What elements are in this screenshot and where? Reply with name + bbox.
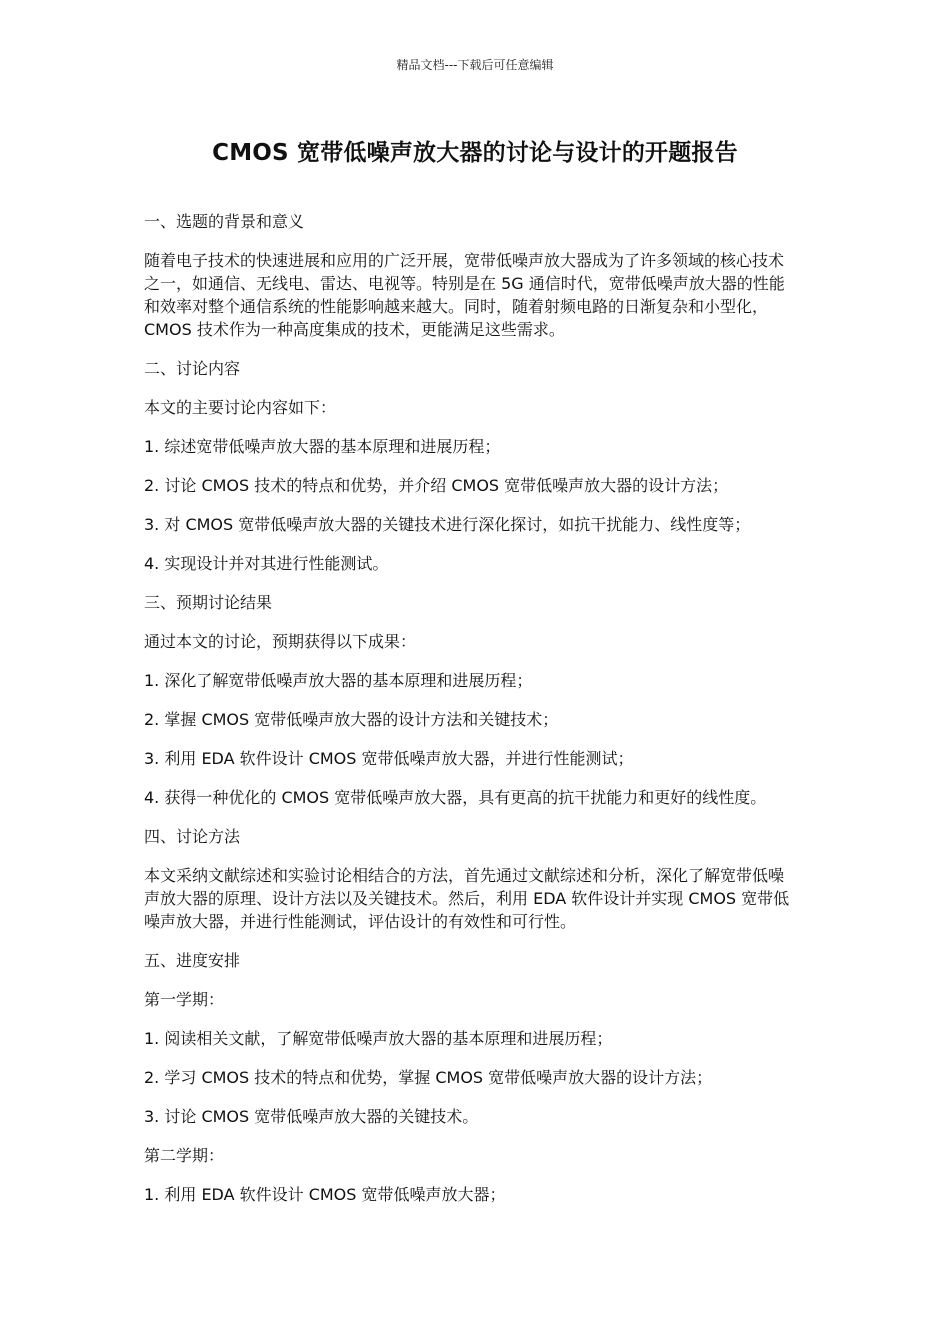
paragraph-background: 随着电子技术的快速进展和应用的广泛开展，宽带低噪声放大器成为了许多领域的核心技术之一，如通信、无线电、雷达、电视等。特别是在 5G 通信时代，宽带低噪声放大器的性能和效率对整个通信系统的性能影响越来越大。同时，随着射频电路的日渐复杂和小型化，CMOS 技术作为一种高度集成的技术，更能满足这些需求。: [144, 251, 785, 339]
list-item: 1. 综述宽带低噪声放大器的基本原理和进展历程；: [144, 437, 501, 456]
section-heading-content: 二、讨论内容: [144, 359, 241, 378]
paragraph-method: 本文采纳文献综述和实验讨论相结合的方法，首先通过文献综述和分析，深化了解宽带低噪声放大器的原理、设计方法以及关键技术。然后，利用 EDA 软件设计并实现 CMOS 宽带低噪声放大器，并进行性能测试，评估设计的有效性和可行性。: [144, 866, 790, 931]
list-item: 3. 对 CMOS 宽带低噪声放大器的关键技术进行深化探讨，如抗干扰能力、线性度等；: [144, 515, 751, 534]
section-heading-expected-results: 三、预期讨论结果: [144, 593, 273, 612]
section-heading-schedule: 五、进度安排: [144, 951, 241, 970]
paragraph-content-intro: 本文的主要讨论内容如下：: [144, 398, 337, 417]
schedule-term-two: 第二学期：: [144, 1146, 225, 1165]
list-item: 3. 利用 EDA 软件设计 CMOS 宽带低噪声放大器，并进行性能测试；: [144, 749, 634, 768]
document-title: CMOS 宽带低噪声放大器的讨论与设计的开题报告: [212, 140, 738, 166]
paragraph-results-intro: 通过本文的讨论，预期获得以下成果：: [144, 632, 417, 651]
page-header-note: 精品文档---下载后可任意编辑: [396, 58, 554, 72]
list-item: 4. 实现设计并对其进行性能测试。: [144, 554, 389, 573]
list-item: 1. 利用 EDA 软件设计 CMOS 宽带低噪声放大器；: [144, 1185, 506, 1204]
document-body: [144, 210, 834, 1222]
list-item: 1. 深化了解宽带低噪声放大器的基本原理和进展历程；: [144, 671, 533, 690]
section-heading-background: 一、选题的背景和意义: [144, 212, 305, 231]
schedule-term-one: 第一学期：: [144, 990, 225, 1009]
list-item: 1. 阅读相关文献，了解宽带低噪声放大器的基本原理和进展历程；: [144, 1029, 613, 1048]
list-item: 3. 讨论 CMOS 宽带低噪声放大器的关键技术。: [144, 1107, 479, 1126]
list-item: 2. 掌握 CMOS 宽带低噪声放大器的设计方法和关键技术；: [144, 710, 559, 729]
list-item: 4. 获得一种优化的 CMOS 宽带低噪声放大器，具有更高的抗干扰能力和更好的线性度。: [144, 788, 767, 807]
section-heading-method: 四、讨论方法: [144, 827, 241, 846]
list-item: 2. 学习 CMOS 技术的特点和优势，掌握 CMOS 宽带低噪声放大器的设计方法；: [144, 1068, 713, 1087]
list-item: 2. 讨论 CMOS 技术的特点和优势，并介绍 CMOS 宽带低噪声放大器的设计方法；: [144, 476, 729, 495]
